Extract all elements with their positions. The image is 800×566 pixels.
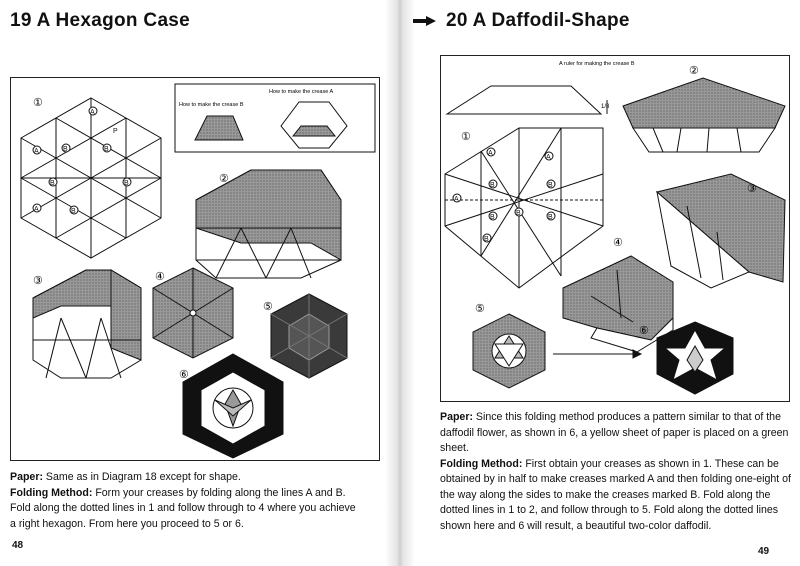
step-1-crease-hexagon (445, 128, 603, 288)
folding-method-text: Form your creases by folding along the lines A and B. Fold along the dotted lines in 1 and follow through to 4 where you achieve a right hexagon. From here you proceed to 5 or 6. (10, 486, 356, 530)
crease-a-caption: How to make the crease A (269, 89, 334, 95)
step-6-diagram (183, 354, 283, 458)
instructions (440, 410, 792, 534)
step-number: ④ (613, 237, 623, 249)
crease-label-b: B (71, 208, 76, 215)
hexagon-case-diagram (11, 78, 379, 460)
crease-label-b: B (516, 210, 521, 217)
instructions (10, 470, 360, 532)
crease-label-b: B (490, 214, 495, 221)
page-number: 49 (758, 546, 770, 557)
step-number: ⑥ (639, 325, 649, 337)
step-number: ④ (155, 271, 165, 283)
crease-label-p: P (113, 128, 118, 135)
pointing-hand-icon (412, 14, 438, 28)
step-number: ② (689, 65, 699, 77)
crease-label-a: A (488, 150, 493, 157)
crease-label-a: A (34, 148, 39, 155)
crease-label-b: B (548, 182, 553, 189)
crease-label-b: B (63, 146, 68, 153)
folding-method-label: Folding Method: (440, 457, 523, 470)
page-title: 19 A Hexagon Case (10, 10, 191, 31)
step-5-diagram (271, 294, 347, 378)
page-title: 20 A Daffodil-Shape (446, 10, 630, 31)
step-6-diagram (657, 322, 733, 394)
crease-label-a: A (34, 206, 39, 213)
step-number: ① (461, 131, 471, 143)
crease-method-inset (175, 84, 375, 152)
paper-text: Since this folding method produces a pattern similar to that of the daffodil flower, as shown in 6, a yellow sheet of paper is placed on a green sheet. (440, 411, 789, 454)
crease-b-caption: How to make the crease B (179, 102, 244, 108)
folding-method-text: First obtain your creases as shown in 1. These can be obtained by in half to make creases marked A and then folding one-eight of the way along the sides to make the creases marked B. Fold along the dotted lines in 1 to 2, and follow through to 5. Fold along the dotted lines shown here and 6 will result, a beautiful two-color daffodil. (440, 457, 792, 532)
step-number: ⑤ (263, 301, 273, 313)
crease-label-a: A (546, 154, 551, 161)
step-4-diagram (153, 268, 233, 358)
step-1-crease-hexagon (21, 98, 161, 258)
crease-label-b: B (50, 180, 55, 187)
step-2-diagram (196, 170, 341, 278)
ruler-caption: A ruler for making the crease B (559, 61, 635, 67)
crease-label-a: A (454, 196, 459, 203)
step-number: ⑤ (475, 303, 485, 315)
folding-method-label: Folding Method: (10, 486, 93, 499)
step-number: ① (33, 97, 43, 109)
step-5-diagram (473, 314, 545, 388)
step-number: ③ (33, 275, 43, 287)
crease-label-b: B (124, 180, 129, 187)
step-4-diagram (563, 256, 673, 352)
ruler-diagram (447, 86, 607, 114)
step-number: ② (219, 173, 229, 185)
paper-text: Same as in Diagram 18 except for shape. (42, 471, 241, 483)
ruler-fraction: 1/8 (601, 104, 610, 110)
crease-label-b: B (104, 146, 109, 153)
progress-arrow-icon (553, 350, 641, 358)
right-page (400, 0, 800, 566)
step-number: ③ (747, 183, 757, 195)
page-number: 48 (12, 540, 24, 551)
paper-label: Paper: (440, 411, 473, 423)
crease-label-b: B (484, 236, 489, 243)
diagram-frame (10, 77, 380, 461)
crease-label-a: A (90, 109, 95, 116)
crease-label-b: B (490, 182, 495, 189)
paper-label: Paper: (10, 471, 43, 483)
step-2-diagram (623, 78, 785, 152)
crease-label-b: B (548, 214, 553, 221)
step-3-diagram (33, 270, 141, 378)
step-number: ⑥ (179, 369, 189, 381)
diagram-frame (440, 55, 790, 402)
daffodil-diagram (441, 56, 789, 401)
step-3-diagram (657, 174, 785, 288)
